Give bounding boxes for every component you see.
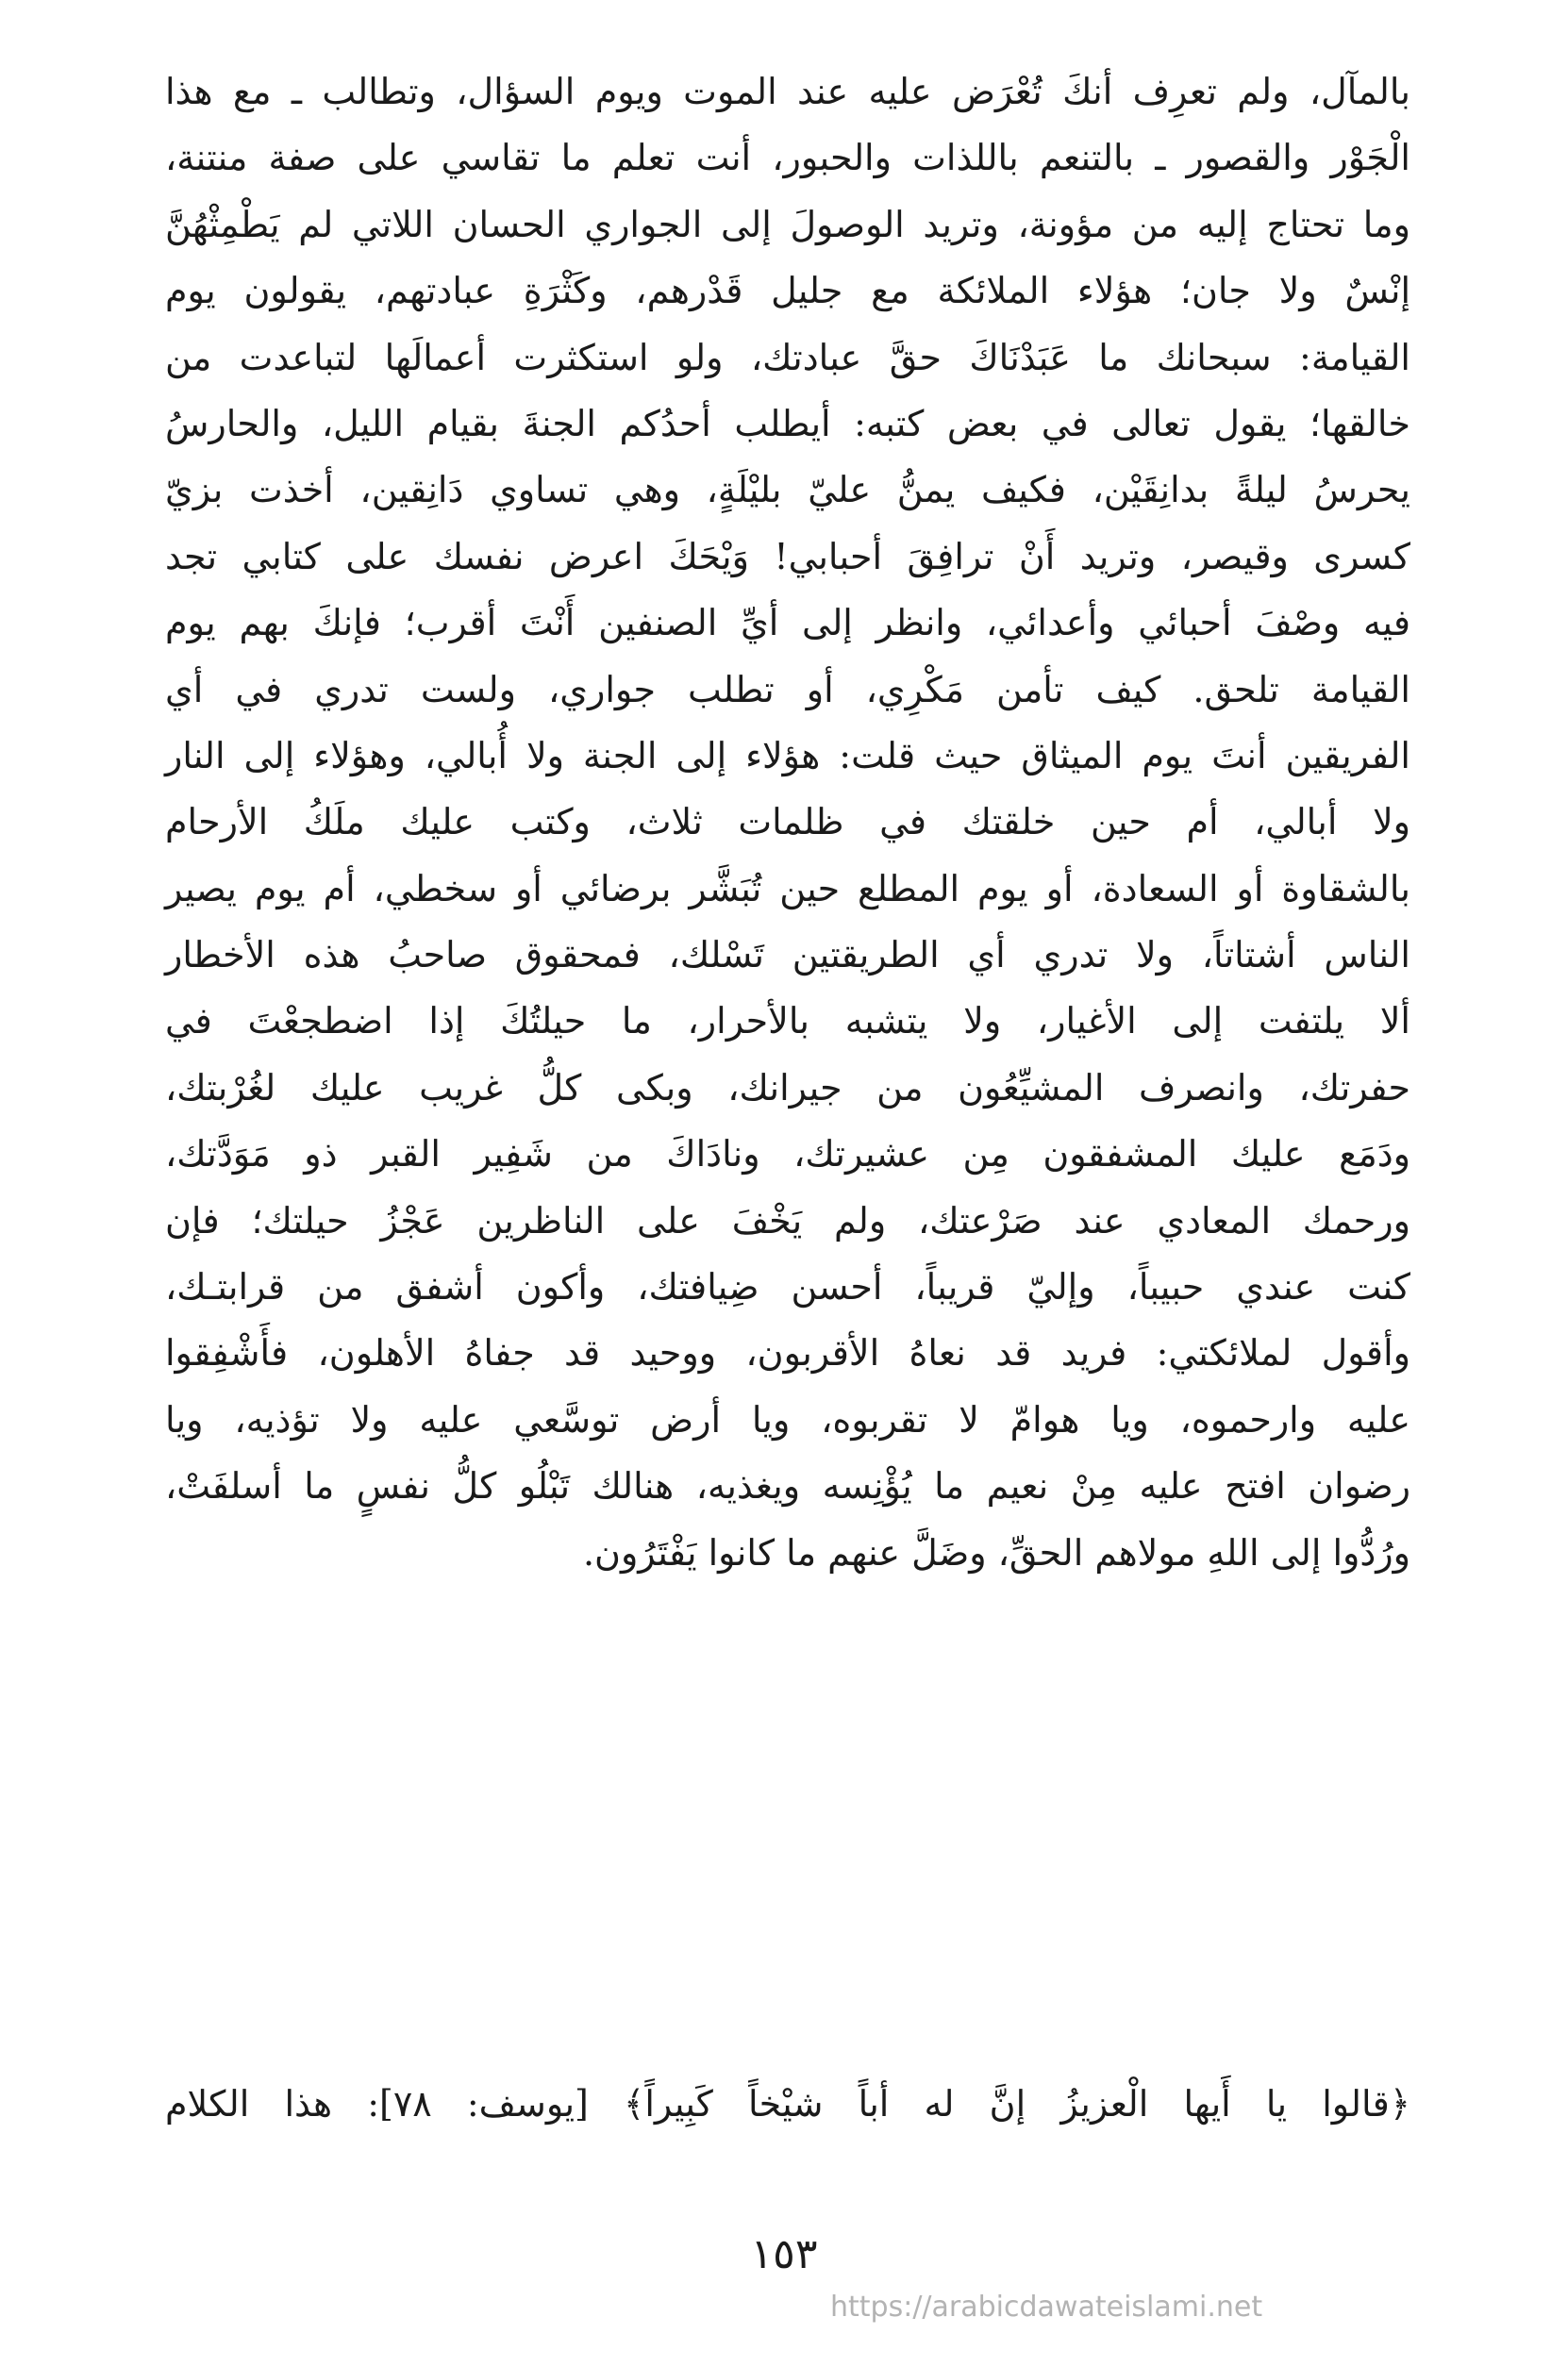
text-line: الْجَوْر والقصور ـ بالتنعم باللذات والحبور، أنت تعلم ما تقاسي على صفة منتنة، [165,137,1410,179]
text-line: يحرسُ ليلةً بدانِقَيْن، فكيف يمنُّ عليّ بليْلَةٍ، وهي تساوي دَانِقين، أخذت بزيّ [165,469,1410,511]
text-line: القيامة: سبحانك ما عَبَدْنَاكَ حقَّ عبادتك، ولو استكثرت أعمالَها لتباعدت من [165,336,1410,378]
text-line: ورحمك المعادي عند صَرْعتك، ولم يَخْفَ على الناظرين عَجْزُ حيلتك؛ فإن [165,1199,1410,1242]
text-line: ولا أبالي، أم حين خلقتك في ظلمات ثلاث، وكتب عليك ملَكُ الأرحام [165,801,1410,843]
text-line: ودَمَع عليك المشفقون مِن عشيرتك، ونادَاكَ من شَفِير القبر ذو مَوَدَّتك، [165,1133,1410,1175]
text-line: فيه وصْفَ أحبائي وأعدائي، وانظر إلى أيِّ الصنفين أَنْتَ أقرب؛ فإنكَ بهم يوم [165,602,1410,644]
text-line: إنْسٌ ولا جان؛ هؤلاء الملائكة مع جليل قَدْرهم، وكَثْرَةِ عبادتهم، يقولون يوم [165,270,1410,312]
text-line: بالشقاوة أو السعادة، أو يوم المطلع حين تُبَشَّر برضائي أو سخطي، أم يوم يصير [165,867,1410,909]
watermark-url: https://arabicdawateislami.net [830,2291,1263,2324]
text-line: حفرتك، وانصرف المشيِّعُون من جيرانك، وبكى كلُّ غريب عليك لغُرْبتك، [165,1066,1410,1108]
text-line: كسرى وقيصر، وتريد أَنْ ترافِقَ أحبابي! وَيْحَكَ اعرض نفسك على كتابي تجد [165,535,1410,577]
text-line: خالقها؛ يقول تعالى في بعض كتبه: أيطلب أحدُكم الجنةَ بقيام الليل، والحارسُ [165,402,1410,444]
text-line: الفريقين أنتَ يوم الميثاق حيث قلت: هؤلاء إلى الجنة ولا أُبالي، وهؤلاء إلى النار [165,734,1410,776]
page-number: ١٥٣ [750,2230,818,2278]
footnote-line: ﴿قالوا يا أَيها الْعزيزُ إنَّ له أباً شيْخاً كَبِيراً﴾ [يوسف: ٧٨]: هذا الكلام [165,2083,1410,2125]
text-line: وأقول لملائكتي: فريد قد نعاهُ الأقربون، ووحيد قد جفاهُ الأهلون، فأَشْفِقوا [165,1332,1410,1375]
body-text [165,58,1410,1586]
text-line: وما تحتاج إليه من مؤونة، وتريد الوصولَ إلى الجواري الحسان اللاتي لم يَطْمِثْهُنَّ [165,203,1410,245]
text-line: ورُدُّوا إلى اللهِ مولاهم الحقِّ، وضَلَّ عنهم ما كانوا يَفْتَرُون. [582,1531,1410,1574]
text-line: ألا يلتفت إلى الأغيار، ولا يتشبه بالأحرار، ما حيلتُكَ إذا اضطجعْتَ في [165,1000,1410,1042]
text-line: عليه وارحموه، ويا هوامّ لا تقربوه، ويا أرض توسَّعي عليه ولا تؤذيه، ويا [165,1398,1410,1441]
text-line: رضوان افتح عليه مِنْ نعيم ما يُؤْنِسه ويغذيه، هنالك تَبْلُو كلُّ نفسٍ ما أسلفَتْ، [165,1465,1410,1508]
text-line: الناس أشتاتاً، ولا تدري أي الطريقتين تَسْلك، فمحقوق صاحبُ هذه الأخطار [165,934,1410,976]
text-line: القيامة تلحق. كيف تأمن مَكْرِي، أو تطلب جواري، ولست تدري في أي [165,668,1410,710]
text-line: كنت عندي حبيباً، وإليّ قريباً، أحسن ضِيافتك، وأكون أشفق من قرابتـك، [165,1266,1410,1309]
text-line: بالمآل، ولم تعرِف أنكَ تُعْرَض عليه عند الموت ويوم السؤال، وتطالب ـ مع هذا [165,71,1410,112]
